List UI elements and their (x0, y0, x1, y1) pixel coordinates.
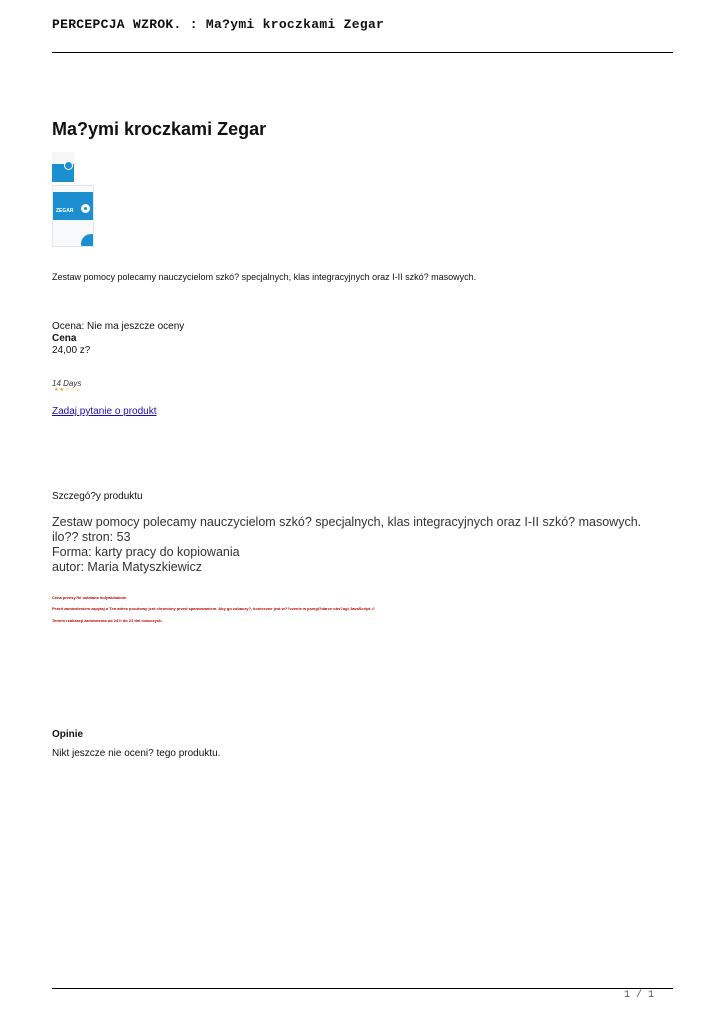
reviews-heading: Opinie (52, 729, 84, 740)
product-rating: Ocena: Nie ma jeszcze oceny (52, 321, 185, 332)
price-label: Cena (52, 333, 77, 344)
reviews-text: Nikt jeszcze nie oceni? tego produktu. (52, 748, 221, 759)
cover-label: ZEGAR (56, 208, 74, 214)
star-rating-icon: ★★☆☆☆ (54, 387, 82, 393)
page-number: 1 / 1 (624, 990, 655, 1001)
product-thumbnail[interactable] (52, 152, 74, 182)
product-price: 24,00 z? (52, 345, 91, 356)
product-title: Ma?ymi kroczkami Zegar (52, 119, 267, 139)
shipping-note: Cena przesy?ki ustalana indywidualnie. (52, 595, 128, 600)
details-line: Forma: karty pracy do kopiowania (52, 545, 240, 559)
details-line: autor: Maria Matyszkiewicz (52, 560, 203, 574)
delivery-days-badge: 14 Days (52, 379, 82, 388)
product-cover-image[interactable] (52, 185, 94, 247)
delivery-time-note: Termin realizacji zamówienia od 24 h do 21 dni roboczych. (52, 618, 163, 623)
page-header-title: PERCEPCJA WZROK. : Ma?ymi kroczkami Zegar (52, 17, 385, 32)
details-line: ilo?? stron: 53 (52, 530, 131, 544)
clock-icon (80, 203, 91, 214)
product-short-description: Zestaw pomocy polecamy nauczycielom szkó? specjalnych, klas integracyjnych oraz I-II szkó? masowych. (52, 272, 477, 282)
details-line: Zestaw pomocy polecamy nauczycielom szkó? specjalnych, klas integracyjnych oraz I-II szkó? masowych. (52, 515, 642, 529)
header-divider (52, 52, 673, 53)
details-heading: Szczegó?y produktu (52, 491, 143, 502)
contact-note: Przed zamówieniem zapytaj o Ten adres pocztowy jest chroniony przed spamowaniem. Aby go zobaczy?, konieczne jest w??czenie w przegl?darce obs?ugi JavaScript. // (52, 606, 375, 611)
ask-question-link[interactable]: Zadaj pytanie o produkt (52, 406, 157, 417)
footer-divider (52, 988, 673, 989)
